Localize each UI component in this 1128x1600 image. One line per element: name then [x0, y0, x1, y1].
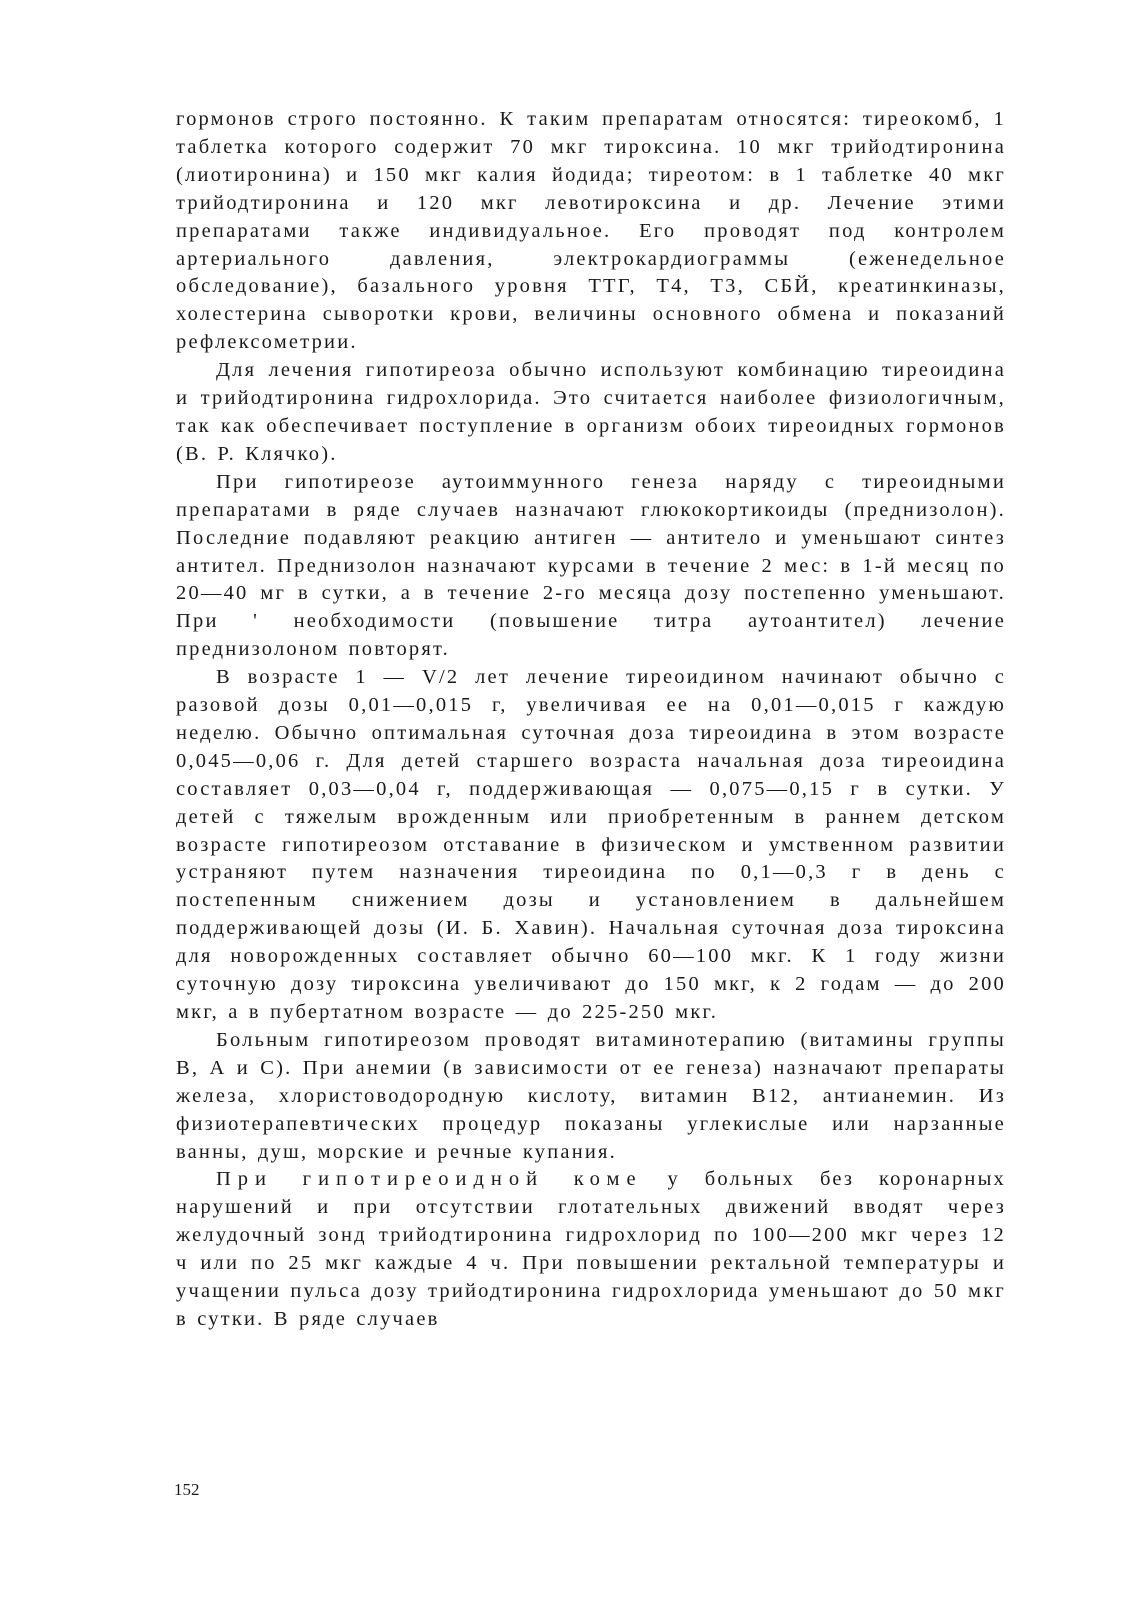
- paragraph-1: гормонов строго постоянно. К таким препаратам относятся: тиреокомб, 1 таблетка которого содержит 70 мкг тироксина. 10 мкг трийодтиронина (лиотиронина) и 150 мкг калия йодида; тиреотом: в 1 таблетке 40 мкг трийодтиронина и 120 мкг левотироксина и др. Лечение этими препаратами также индивидуальное. Его проводят под контролем артериального давления, электрокардиограммы (еженедельное обследование), базального уровня ТТГ, Т4, Т3, СБЙ, креатинкиназы, холестерина сыворотки крови, величины основного обмена и показаний рефлексометрии.: [176, 108, 1006, 354]
- paragraph-4: В возрасте 1 — V/2 лет лечение тиреоидином начинают обычно с разовой дозы 0,01—0,015 г, увеличивая ее на 0,01—0,015 г каждую неделю. Обычно оптимальная суточная доза тиреоидина в этом возрасте 0,045—0,06 г. Для детей старшего возраста начальная доза тиреоидина составляет 0,03—0,04 г, поддерживающая — 0,075—0,15 г в сутки. У детей с тяжелым врожденным или приобретенным в раннем детском возрасте гипотиреозом отставание в физическом и умственном развитии устраняют путем назначения тиреоидина по 0,1—0,3 г в день с постепенным снижением дозы и установлением в дальнейшем поддерживающей дозы (И. Б. Хавин). Начальная суточная доза тироксина для новорожденных составляет обычно 60—100 мкг. К 1 году жизни суточную дозу тироксина увеличивают до 150 мкг, к 2 годам — до 200 мкг, а в пубертатном возрасте — до 225-250 мкг.: [176, 666, 1006, 1023]
- paragraph-6-lead: При гипотиреоидной коме: [216, 1168, 643, 1191]
- paragraph-6-text: у больных без коронарных нарушений и при отсутствии глотательных движений вводят через желудочный зонд трийодтиронина гидрохлорид по 100—200 мкг через 12 ч или по 25 мкг каждые 4 ч. При повышении ректальной температуры и учащении пульса дозу трийодтиронина гидрохлорида уменьшают до 50 мкг в сутки. В ряде случаев: [176, 1168, 1006, 1330]
- paragraph-6: [176, 1166, 1006, 1333]
- page-body: [176, 106, 1006, 1334]
- paragraph-3: При гипотиреозе аутоиммунного генеза наряду с тиреоидными препаратами в ряде случаев назначают глюкокортикоиды (преднизолон). Последние подавляют реакцию антиген — антитело и уменьшают синтез антител. Преднизолон назначают курсами в течение 2 мес: в 1-й месяц по 20—40 мг в сутки, а в течение 2-го месяца дозу постепенно уменьшают. При ' необходимости (повышение титра аутоантител) лечение преднизолоном повторят.: [176, 470, 1006, 661]
- paragraph-5: Больным гипотиреозом проводят витаминотерапию (витамины группы В, А и С). При анемии (в зависимости от ее генеза) назначают препараты железа, хлористоводородную кислоту, витамин В12, антианемин. Из физиотерапевтических процедур показаны углекислые или нарзанные ванны, душ, морские и речные купания.: [176, 1028, 1006, 1163]
- page-number: 152: [174, 1480, 200, 1499]
- paragraph-2: Для лечения гипотиреоза обычно используют комбинацию тиреоидина и трийодтиронина гидрохлорида. Это считается наиболее физиологичным, так как обеспечивает поступление в организм обоих тиреоидных гормонов (В. Р. Клячко).: [176, 359, 1006, 465]
